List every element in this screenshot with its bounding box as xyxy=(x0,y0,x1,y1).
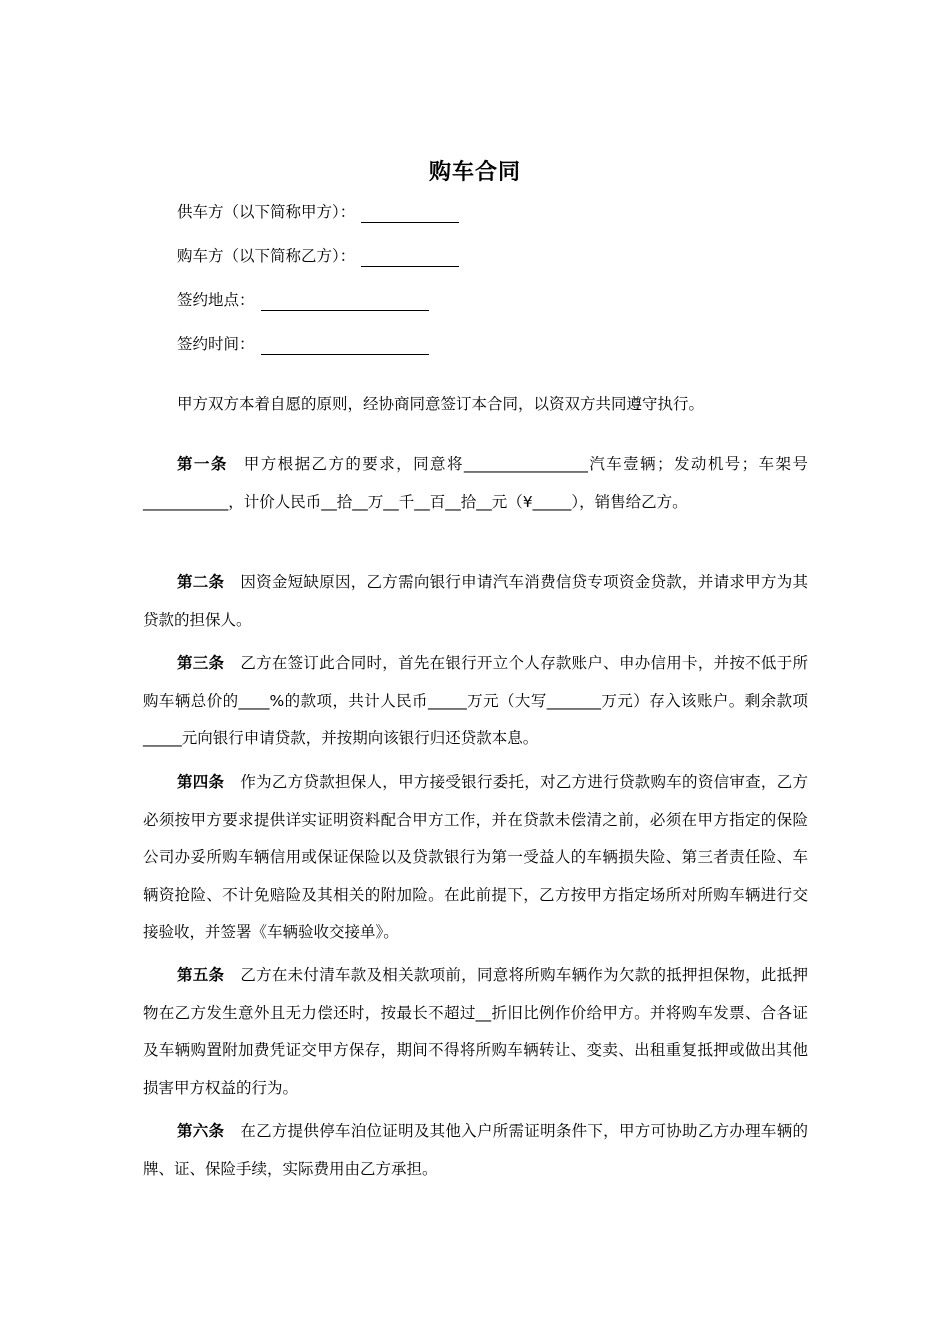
article-2-heading: 第二条 xyxy=(177,573,225,591)
supplier-field xyxy=(177,201,459,223)
buyer-label: 购车方（以下简称乙方）： xyxy=(177,247,356,265)
signing-time-label: 签约时间： xyxy=(177,335,255,353)
article-6-body: 在乙方提供停车泊位证明及其他入户所需证明条件下，甲方可协助乙方办理车辆的牌、证、保险手续，实际费用由乙方承担。 xyxy=(143,1122,808,1178)
article-5-body: 乙方在未付清车款及相关款项前，同意将所购车辆作为欠款的抵押担保物，此抵押物在乙方发生意外且无力偿还时，按最长不超过__折旧比例作价给甲方。并将购车发票、合各证及车辆购置附加费凭证交甲方保存，期间不得将所购车辆转让、变卖、出租重复抵押或做出其他损害甲方权益的行为。 xyxy=(143,966,808,1097)
article-4-heading: 第四条 xyxy=(177,773,225,791)
article-2 xyxy=(143,564,808,639)
intro-paragraph: 甲方双方本着自愿的原则，经协商同意签订本合同，以资双方共同遵守执行。 xyxy=(177,395,705,413)
supplier-label: 供车方（以下简称甲方）： xyxy=(177,203,356,221)
article-4 xyxy=(143,764,808,952)
signing-place-field xyxy=(177,289,429,311)
article-4-body: 作为乙方贷款担保人，甲方接受银行委托，对乙方进行贷款购车的资信审查，乙方必须按甲方要求提供详实证明资料配合甲方工作，并在贷款未偿清之前，必须在甲方指定的保险公司办妥所购车辆信用或保证保险以及贷款银行为第一受益人的车辆损失险、第三者责任险、车辆资抢险、不计免赔险及其相关的附加险。在此前提下，乙方按甲方指定场所对所购车辆进行交接验收，并签署《车辆验收交接单》。 xyxy=(143,773,808,941)
article-3-heading: 第三条 xyxy=(177,654,225,672)
article-1 xyxy=(143,446,808,521)
signing-time-blank[interactable] xyxy=(261,337,429,355)
supplier-blank[interactable] xyxy=(361,205,459,223)
article-1-heading: 第一条 xyxy=(177,455,228,473)
article-3 xyxy=(143,645,808,758)
buyer-field xyxy=(177,245,459,267)
signing-place-blank[interactable] xyxy=(261,293,429,311)
article-2-body: 因资金短缺原因，乙方需向银行申请汽车消费信贷专项资金贷款，并请求甲方为其贷款的担保人。 xyxy=(143,573,808,629)
article-5 xyxy=(143,957,808,1107)
signing-place-label: 签约地点： xyxy=(177,291,255,309)
buyer-blank[interactable] xyxy=(361,249,459,267)
article-1-body: 甲方根据乙方的要求，同意将________________汽车壹辆；发动机号；车架号___________，计价人民币__拾__万__千__百__拾__元（¥_____），销售给乙方。 xyxy=(143,455,808,511)
article-3-body: 乙方在签订此合同时，首先在银行开立个人存款账户、申办信用卡，并按不低于所购车辆总价的____%的款项，共计人民币_____万元（大写_______万元）存入该账户。剩余款项_____元向银行申请贷款，并按期向该银行归还贷款本息。 xyxy=(143,654,808,747)
article-5-heading: 第五条 xyxy=(177,966,225,984)
signing-time-field xyxy=(177,333,429,355)
article-6-heading: 第六条 xyxy=(177,1122,225,1140)
article-6 xyxy=(143,1113,808,1188)
page-title: 购车合同 xyxy=(428,160,521,185)
